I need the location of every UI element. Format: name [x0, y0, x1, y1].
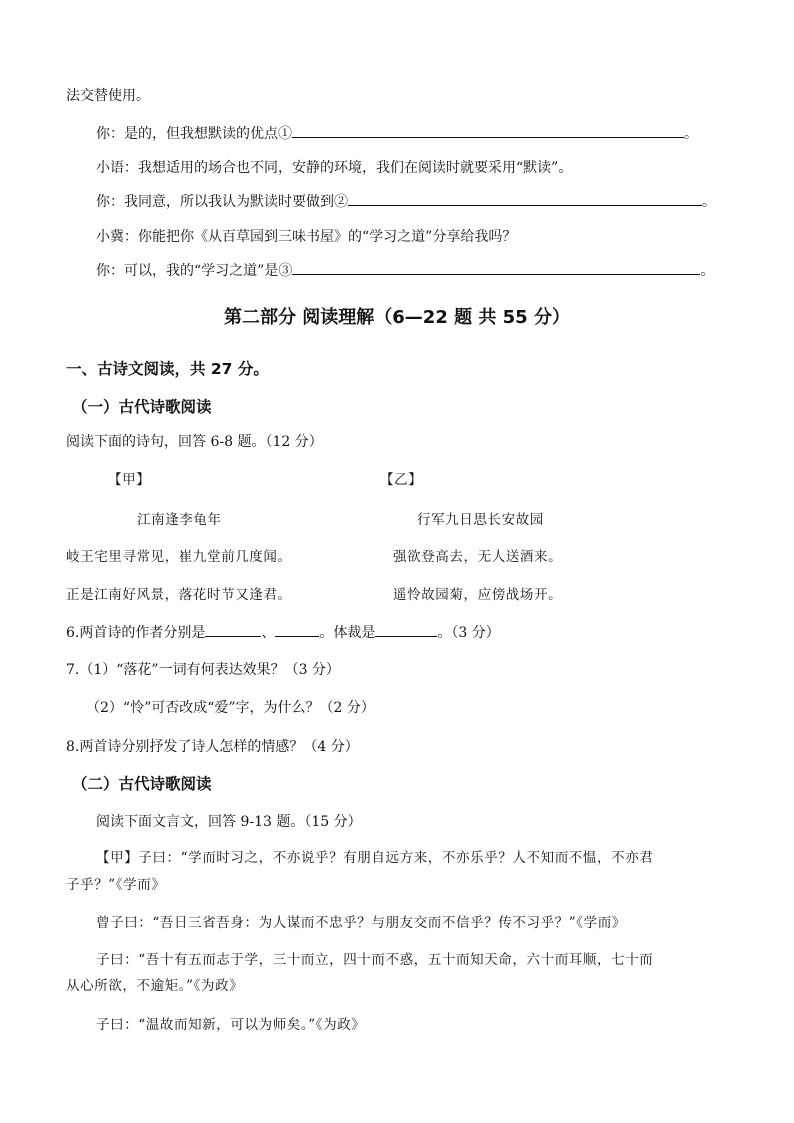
poem-jia-line-1: 岐王宅里寻常见，崔九堂前几度闻。	[66, 549, 292, 565]
answer-blank-3[interactable]	[292, 261, 700, 275]
poem-yi-title: 行军九日思长安故园	[417, 512, 544, 528]
dialogue-line-5	[96, 261, 714, 281]
question-6-text-b: 。体裁是	[319, 625, 376, 641]
subsection-two-title: （二）古代诗歌阅读	[72, 775, 212, 793]
classical-para-3-line-1: 子曰：“吾十有五而志于学，三十而立，四十而不惑，五十而知天命，六十而耳顺，七十而	[96, 952, 654, 968]
poem-yi-line-1: 强欲登高去，无人送酒来。	[393, 549, 563, 565]
poem-jia-line-2: 正是江南好风景，落花时节又逢君。	[66, 587, 292, 603]
q6-blank-genre[interactable]	[375, 623, 437, 637]
dialogue-line-3-text: 你：我同意，所以我认为默读时要做到②	[96, 194, 348, 210]
question-6-text-c: 。（3 分）	[437, 625, 500, 641]
q6-blank-author-2[interactable]	[275, 623, 319, 637]
dialogue-line-3-end: 。	[702, 194, 716, 210]
poem-yi-tag: 【乙】	[380, 472, 423, 488]
question-6-text-a: 6.两首诗的作者分别是	[66, 625, 206, 641]
dialogue-line-2: 小语：我想适用的场合也不同，安静的环境，我们在阅读时就要采用“默读”。	[96, 160, 573, 176]
question-8: 8.两首诗分别抒发了诗人怎样的情感？（4 分）	[66, 739, 359, 755]
subsection-two-instruction: 阅读下面文言文，回答 9-13 题。（15 分）	[96, 814, 362, 830]
dialogue-line-4: 小冀：你能把你《从百草园到三味书屋》的“学习之道”分享给我吗？	[96, 229, 517, 245]
q6-blank-author-1[interactable]	[205, 623, 261, 637]
subsection-one-instruction: 阅读下面的诗句，回答 6-8 题。（12 分）	[66, 434, 323, 450]
answer-blank-2[interactable]	[348, 192, 702, 206]
part-two-title: 第二部分 阅读理解（6—22 题 共 55 分）	[224, 307, 570, 328]
question-7-1: 7.（1）“落花”一词有何表达效果？（3 分）	[66, 662, 340, 678]
poem-jia-tag: 【甲】	[108, 472, 151, 488]
poem-yi-line-2: 遥怜故园菊，应傍战场开。	[393, 587, 563, 603]
subsection-one-title: （一）古代诗歌阅读	[72, 398, 212, 416]
classical-para-2: 曾子曰：“吾日三省吾身：为人谋而不忠乎？与朋友交而不信乎？传不习乎？”《学而》	[96, 915, 626, 931]
question-6	[66, 623, 500, 643]
classical-para-1-line-1: 【甲】子曰：“学而时习之，不亦说乎？有朋自远方来，不亦乐乎？人不知而不愠，不亦君	[96, 850, 654, 866]
section-one-title: 一、古诗文阅读，共 27 分。	[66, 360, 269, 378]
dialogue-line-5-end: 。	[700, 263, 715, 279]
dialogue-line-1-text: 你：是的，但我想默读的优点①	[96, 126, 292, 142]
classical-para-3-line-2: 从心所欲，不逾矩。”《为政》	[66, 978, 244, 994]
classical-para-1-line-2: 子乎？”《学而》	[66, 877, 166, 893]
question-7-2: （2）“怜”可否改成“爱”字，为什么？（2 分）	[86, 700, 375, 716]
answer-blank-1[interactable]	[292, 124, 684, 138]
dialogue-line-3	[96, 192, 716, 212]
poem-jia-title: 江南逢李龟年	[137, 512, 222, 528]
dialogue-line-5-text: 你：可以，我的“学习之道”是③	[96, 263, 293, 279]
dialogue-line-1-end: 。	[684, 126, 698, 142]
dialogue-line-0: 法交替使用。	[66, 88, 150, 104]
classical-para-4: 子曰：“温故而知新，可以为师矣。”《为政》	[96, 1017, 366, 1033]
dialogue-line-1	[96, 124, 698, 144]
question-6-sep: 、	[261, 625, 276, 641]
